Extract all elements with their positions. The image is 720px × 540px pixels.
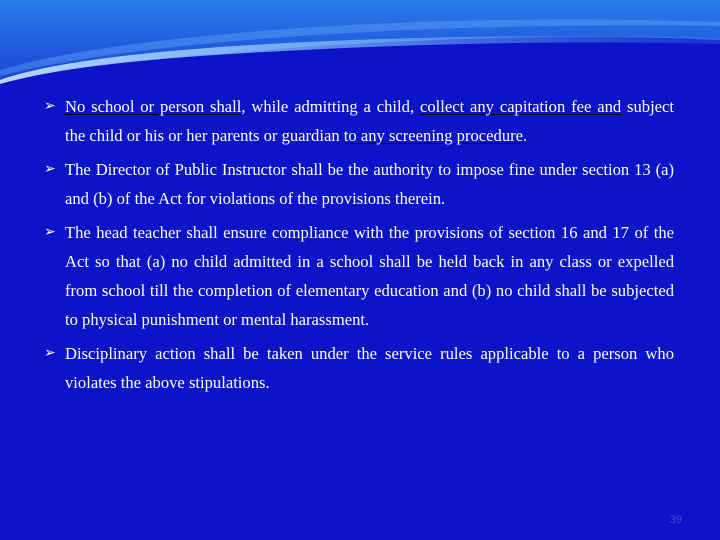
underlined-text: to any screening procedure. [343,126,528,145]
arrow-bullet-icon: ➢ [44,224,56,240]
bullet-text: The head teacher shall ensure compliance with the provisions of section 16 and 17 of the Act so that (a) no child admitted in a school shall be held back in any class or expelled from school till the completion of elementary education and (b) no child shall be subjected to physical punishment or mental harassment. [65,223,674,329]
bullet-text: The Director of Public Instructor shall be the authority to impose fine under section 13 (a) and (b) of the Act for violations of the provisions therein. [65,160,674,208]
header-wave-decoration [0,0,720,90]
arrow-bullet-icon: ➢ [44,161,56,177]
bullet-text: while admitting a child, [245,97,420,116]
bullet-item [44,155,674,213]
underlined-text: collect any capitation fee and [419,97,622,116]
underlined-text: No school or person shall, [65,97,246,116]
arrow-bullet-icon: ➢ [44,345,56,361]
bullet-list [44,92,674,402]
bullet-text: Disciplinary action shall be taken under the service rules applicable to a person who violates the above stipulations. [65,344,674,392]
bullet-item [44,92,674,150]
bullet-item [44,339,674,397]
bullet-text: subject the child or his or her parents or guardian [65,97,675,145]
page-number: 39 [669,514,682,526]
bullet-item [44,218,674,334]
arrow-bullet-icon: ➢ [44,98,56,114]
